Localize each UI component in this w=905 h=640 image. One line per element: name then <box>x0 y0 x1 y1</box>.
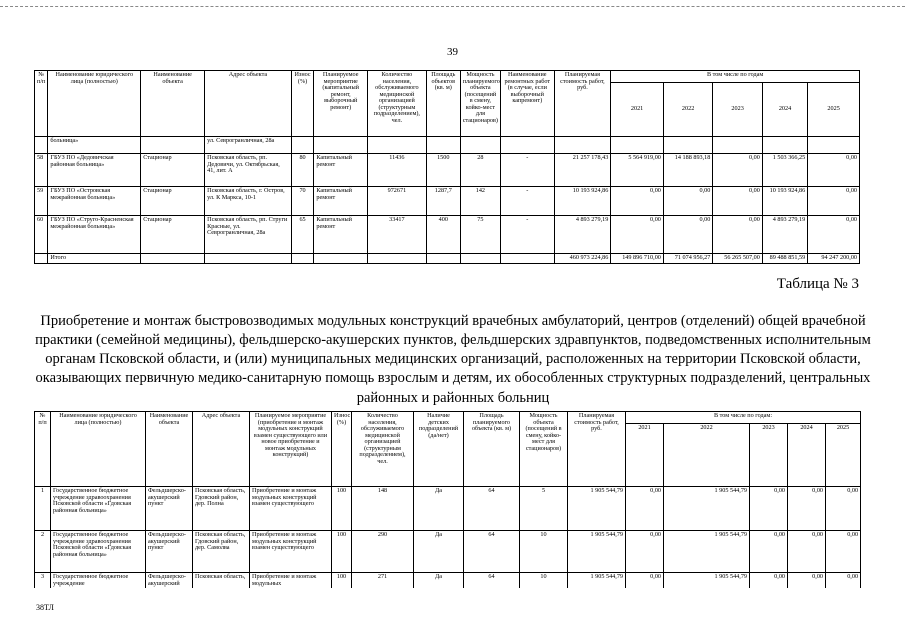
cell-wear: 100 <box>332 487 352 531</box>
cell-kids: Да <box>414 531 464 573</box>
cell-2025: 0,00 <box>826 573 861 589</box>
cell-2025: 0,00 <box>826 531 861 573</box>
col-no: № п/п <box>35 71 48 137</box>
col-2023: 2023 <box>750 424 788 487</box>
table-row <box>35 154 860 187</box>
cell-planned: Приобретение и монтаж модульных конструкций взамен существующего <box>250 487 332 531</box>
cell-wear: 100 <box>332 573 352 589</box>
col-2025: 2025 <box>826 424 861 487</box>
cell-wear: 70 <box>291 187 314 216</box>
cell-2022: 1 905 544,79 <box>664 573 750 589</box>
cell-population: 271 <box>352 573 414 589</box>
cell-no: 2 <box>35 531 51 573</box>
cell-area: 400 <box>426 216 460 254</box>
cell-2025: 0,00 <box>808 216 860 254</box>
cell-cost: 21 257 178,43 <box>554 154 611 187</box>
cell-legal: Государственное бюджетное учреждение здравоохранения Псковской области «Гдовская районная больница» <box>51 487 146 531</box>
col-capacity: Мощность объекта (посещений в смену, койко-мест для стационаров) <box>520 412 568 487</box>
col-planned: Планируемое мероприятие (капитальный ремонт, выборочный ремонт) <box>314 71 368 137</box>
col-legal: Наименование юридического лица (полностью) <box>51 412 146 487</box>
cell-address: Псковская область, Гдовский район, дер. Полна <box>193 487 250 531</box>
cell-area: 64 <box>464 573 520 589</box>
cell-2024: 4 893 279,19 <box>762 216 807 254</box>
cell-cost: 1 905 544,79 <box>568 487 626 531</box>
cell-repair: - <box>500 187 554 216</box>
cell-2022: 0,00 <box>663 216 712 254</box>
cell-object: Фельдшерско-акушерский пункт <box>146 487 193 531</box>
cell-cost: 4 893 279,19 <box>554 216 611 254</box>
header-row <box>35 412 861 424</box>
col-population: Количество населения, обслуживаемого медицинской организацией (структурным подразделением), чел. <box>368 71 427 137</box>
table-row <box>35 216 860 254</box>
cell-area: 64 <box>464 487 520 531</box>
repair-table <box>34 70 860 264</box>
total-2025: 94 247 200,00 <box>808 254 860 264</box>
cell-2023: 0,00 <box>713 216 762 254</box>
cell-capacity: 10 <box>520 573 568 589</box>
col-cost: Планируемая стоимость работ, руб. <box>554 71 611 137</box>
col-address: Адрес объекта <box>193 412 250 487</box>
cell-object: Фельдшерско-акушерский <box>146 573 193 589</box>
cell-address: Псковская область, <box>193 573 250 589</box>
cell-no: 59 <box>35 187 48 216</box>
total-row <box>35 254 860 264</box>
cell-no: 60 <box>35 216 48 254</box>
table-row <box>35 573 861 589</box>
cell-capacity: 10 <box>520 531 568 573</box>
cell-no: 3 <box>35 573 51 589</box>
cell-2023: 0,00 <box>750 487 788 531</box>
cell-2022: 14 188 893,18 <box>663 154 712 187</box>
cell-capacity: 75 <box>460 216 500 254</box>
cell-legal: ГБУЗ ПО «Островская межрайонная больница» <box>48 187 141 216</box>
cont-address: ул. Севрогранличная, 28а <box>205 137 292 154</box>
total-label: Итого <box>48 254 141 264</box>
cell-population: 33417 <box>368 216 427 254</box>
table-row <box>35 531 861 573</box>
cell-2021: 0,00 <box>626 573 664 589</box>
cell-population: 11436 <box>368 154 427 187</box>
top-dashed-line <box>0 6 905 7</box>
cell-area: 1287,7 <box>426 187 460 216</box>
cell-wear: 100 <box>332 531 352 573</box>
col-by-year: В том числе по годам <box>611 71 860 83</box>
cell-2021: 0,00 <box>626 487 664 531</box>
cell-address: Псковская область, г. Остров, ул. К Маркса, 10-1 <box>205 187 292 216</box>
cell-2024: 1 503 366,25 <box>762 154 807 187</box>
cell-cost: 10 193 924,86 <box>554 187 611 216</box>
cell-kids: Да <box>414 573 464 589</box>
cell-no: 58 <box>35 154 48 187</box>
cell-address: Псковская область, Гдовский район, дер. Самолва <box>193 531 250 573</box>
cell-planned: Капитальный ремонт <box>314 154 368 187</box>
cell-population: 290 <box>352 531 414 573</box>
cell-capacity: 5 <box>520 487 568 531</box>
cell-2023: 0,00 <box>713 187 762 216</box>
cell-object: Стационар <box>141 154 205 187</box>
col-2024: 2024 <box>762 83 807 137</box>
cell-area: 1500 <box>426 154 460 187</box>
col-2022: 2022 <box>663 83 712 137</box>
total-2024: 89 488 851,59 <box>762 254 807 264</box>
cell-2023: 0,00 <box>750 573 788 589</box>
header-row <box>35 71 860 83</box>
col-2022: 2022 <box>664 424 750 487</box>
col-address: Адрес объекта <box>205 71 292 137</box>
cell-2023: 0,00 <box>713 154 762 187</box>
col-2024: 2024 <box>788 424 826 487</box>
col-object: Наименование объекта <box>146 412 193 487</box>
cell-kids: Да <box>414 487 464 531</box>
section-title: Приобретение и монтаж быстровозводимых модульных конструкций врачебных амбулаторий, центров (отделений) общей врачебной практики (семейной медицины), фельдшерско-акушерских пунктов, фельдшерских здравпунктов, подведомственных исполнительным органам Псковской области, и (или) муниципальных медицинских организаций, расположенных на территории Псковской области, оказывающих первичную медико-санитарную помощь взрослым и детям, их обособленных структурных подразделений, центральных районных и районных больниц <box>35 313 871 406</box>
cell-2025: 0,00 <box>826 487 861 531</box>
cell-object: Фельдшерско-акушерский пункт <box>146 531 193 573</box>
cell-planned: Приобретение и монтаж модульных конструкций взамен существующего <box>250 531 332 573</box>
cell-2023: 0,00 <box>750 531 788 573</box>
cell-population: 972671 <box>368 187 427 216</box>
cell-2025: 0,00 <box>808 154 860 187</box>
cell-2021: 0,00 <box>626 531 664 573</box>
cell-2024: 0,00 <box>788 487 826 531</box>
cell-2024: 0,00 <box>788 573 826 589</box>
col-wear: Износ (%) <box>332 412 352 487</box>
cell-planned: Приобретение и монтаж модульных <box>250 573 332 589</box>
col-area: Площадь объектов (кв. м) <box>426 71 460 137</box>
cell-planned: Капитальный ремонт <box>314 216 368 254</box>
cell-population: 148 <box>352 487 414 531</box>
col-cost: Планируемая стоимость работ, руб. <box>568 412 626 487</box>
cell-2021: 0,00 <box>611 216 664 254</box>
page-number: 39 <box>447 46 458 58</box>
table-row <box>35 487 861 531</box>
modular-table <box>34 411 861 588</box>
total-2021: 149 896 710,00 <box>611 254 664 264</box>
table-caption: Таблица № 3 <box>776 276 859 292</box>
col-area: Площадь планируемого объекта (кв. м) <box>464 412 520 487</box>
footer-code: 38ТЛ <box>36 603 54 612</box>
cell-address: Псковская область, рп. Струги Красные, ул. Севрогранличная, 28а <box>205 216 292 254</box>
total-2023: 56 265 507,00 <box>713 254 762 264</box>
cell-legal: Государственное бюджетное учреждение здравоохранения Псковской области «Гдовская районная больница» <box>51 531 146 573</box>
col-capacity: Мощность планируемого объекта (посещений в смену, койко-мест для стационаров) <box>460 71 500 137</box>
cell-2022: 1 905 544,79 <box>664 531 750 573</box>
col-2025: 2025 <box>808 83 860 137</box>
cell-repair: - <box>500 154 554 187</box>
cell-capacity: 142 <box>460 187 500 216</box>
col-repair: Наименование ремонтных работ (в случае, если выборочный капремонт) <box>500 71 554 137</box>
cell-2021: 0,00 <box>611 187 664 216</box>
cell-wear: 65 <box>291 216 314 254</box>
col-kids: Наличие детских подразделений (да/нет) <box>414 412 464 487</box>
col-2021: 2021 <box>611 83 664 137</box>
cell-2024: 0,00 <box>788 531 826 573</box>
cell-object: Стационар <box>141 216 205 254</box>
cell-wear: 80 <box>291 154 314 187</box>
total-2022: 71 074 956,27 <box>663 254 712 264</box>
col-wear: Износ (%) <box>291 71 314 137</box>
col-2023: 2023 <box>713 83 762 137</box>
cell-area: 64 <box>464 531 520 573</box>
cell-repair: - <box>500 216 554 254</box>
cell-2021: 5 564 919,00 <box>611 154 664 187</box>
col-population: Количество населения, обслуживаемого медицинской организацией (структурным подразделением), чел. <box>352 412 414 487</box>
col-object: Наименование объекта <box>141 71 205 137</box>
cell-address: Псковская область, рп. Дедовичи, ул. Октябрьская, 41, лит. А <box>205 154 292 187</box>
table-row <box>35 137 860 154</box>
cell-legal: ГБУЗ ПО «Струго-Красненская межрайонная больница» <box>48 216 141 254</box>
col-planned: Планируемое мероприятие (приобретение и монтаж модульных конструкций взамен существующего или новое приобретение и монтаж модульных конструкций) <box>250 412 332 487</box>
cell-2024: 10 193 924,86 <box>762 187 807 216</box>
total-cost: 460 973 224,86 <box>554 254 611 264</box>
cell-2025: 0,00 <box>808 187 860 216</box>
cell-cost: 1 905 544,79 <box>568 531 626 573</box>
col-by-year: В том числе по годам: <box>626 412 861 424</box>
col-no: № п/п <box>35 412 51 487</box>
cell-capacity: 28 <box>460 154 500 187</box>
cell-2022: 0,00 <box>663 187 712 216</box>
cell-object: Стационар <box>141 187 205 216</box>
cell-planned: Капитальный ремонт <box>314 187 368 216</box>
cell-legal: Государственное бюджетное учреждение <box>51 573 146 589</box>
cell-cost: 1 905 544,79 <box>568 573 626 589</box>
cell-2022: 1 905 544,79 <box>664 487 750 531</box>
cell-legal: ГБУЗ ПО «Дедовичская районная больница» <box>48 154 141 187</box>
col-legal: Наименование юридического лица (полностью) <box>48 71 141 137</box>
cont-legal: больница» <box>48 137 141 154</box>
col-2021: 2021 <box>626 424 664 487</box>
table-row <box>35 187 860 216</box>
cell-no: 1 <box>35 487 51 531</box>
